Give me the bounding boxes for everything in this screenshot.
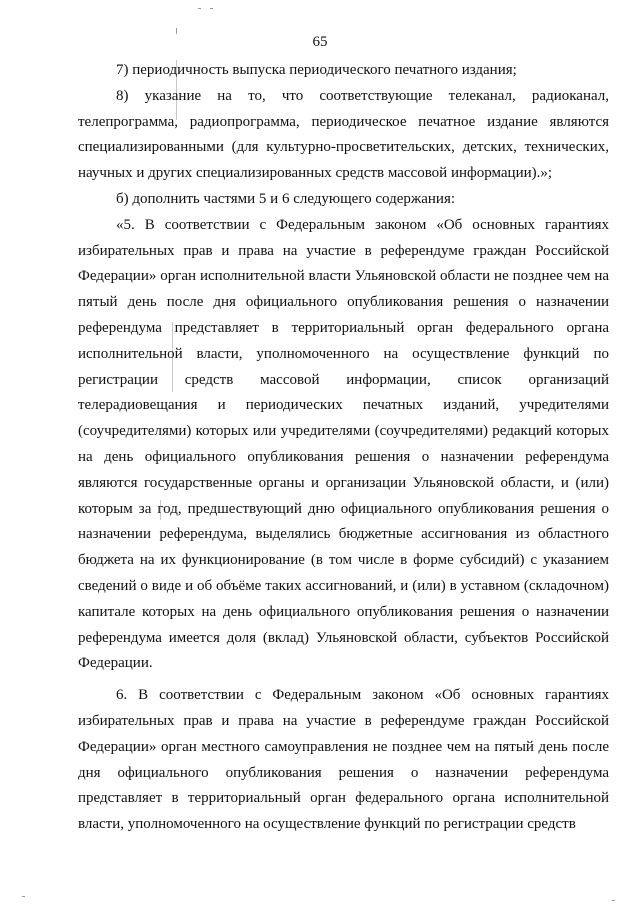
list-item-8: 8) указание на то, что соответствующие телеканал, радиоканал, телепрограмма, радиопрограмма, периодическое печатное издание являются специализированными (для культурно-просветительских, детских, технических, научных и других специализированных средств массовой информации).»; bbox=[78, 87, 609, 182]
scan-artifact-dot bbox=[198, 8, 201, 9]
document-body bbox=[78, 58, 609, 838]
amendment-intro: б) дополнить частями 5 и 6 следующего содержания: bbox=[116, 190, 456, 207]
list-item-7: 7) периодичность выпуска периодического печатного издания; bbox=[116, 62, 517, 78]
scan-artifact-dot bbox=[22, 896, 25, 897]
part-5-paragraph: «5. В соответствии с Федеральным законом «Об основных гарантиях избирательных прав и права на участие в референдуме граждан Российской Федерации» орган исполнительной власти Ульяновской области не позднее чем на пятый день после дня официального опубликования решения о назначении референдума представляет в территориальный орган федерального органа исполнительной власти, уполномоченного на осуществление функций по регистрации средств массовой информации, список организаций телерадиовещания и периодических печатных изданий, учредителями (соучредителями) которых или учредителями (соучредителями) редакций которых на день официального опубликования решения о назначении референдума являются государственные органы и организации Ульяновской области, и (или) которым за год, предшествующий дню официального опубликования решения о назначении референдума, выделялись бюджетные ассигнования из областного бюджета на их функционирование (в том числе в форме субсидий) с указанием сведений о виде и об объёме таких ассигнований, и (или) в уставном (складочном) капитале которых на день официального опубликования решения о назначении референдума имеется доля (вклад) Ульяновской области, субъектов Российской Федерации. bbox=[78, 216, 609, 672]
scan-artifact-dot bbox=[210, 8, 213, 9]
part-6-paragraph: 6. В соответствии с Федеральным законом «Об основных гарантиях избирательных прав и права на участие в референдуме граждан Российской Федерации» орган местного самоуправления не позднее чем на пятый день после дня официального опубликования решения о назначении референдума представляет в территориальный орган федерального органа исполнительной власти, уполномоченного на осуществление функций по регистрации средств bbox=[78, 687, 609, 833]
scan-artifact-dot bbox=[612, 900, 615, 901]
page-number: 65 bbox=[312, 34, 328, 50]
